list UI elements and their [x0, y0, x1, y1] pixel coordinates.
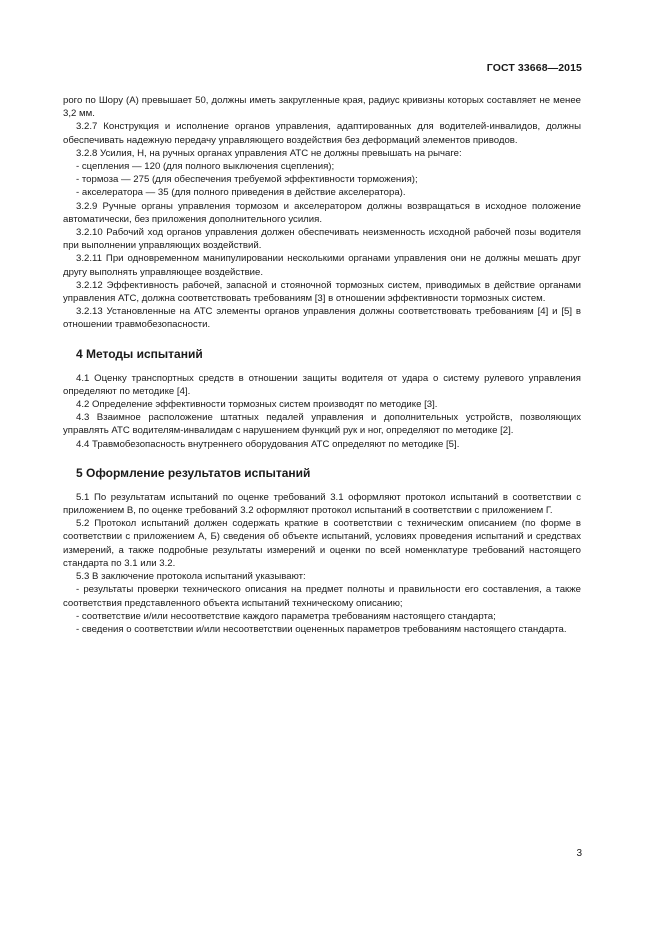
document-header: ГОСТ 33668—2015	[486, 62, 582, 74]
paragraph: 4.3 Взаимное расположение штатных педалей управления и дополнительных устройств, позволяющих управлять АТС водителям-инвалидам с нарушением функций рук и ног, определяют по методике [2].	[63, 412, 581, 437]
section-heading: 5 Оформление результатов испытаний	[76, 465, 311, 480]
paragraph: 5.2 Протокол испытаний должен содержать краткие в соответствии с техническим описанием (по форме в соответствии с приложением А, Б) сведения об объекте испытаний, условиях проведения испытаний и средствах измерений, а также подробные результаты измерений и оценки по всей номенклатуре требований настоящего стандарта по 3.1 или 3.2.	[63, 518, 581, 569]
list-item: - тормоза — 275 (для обеспечения требуемой эффективности торможения);	[76, 174, 418, 186]
paragraph: 3.2.12 Эффективность рабочей, запасной и стояночной тормозных систем, приводимых в действие органами управления АТС, должна соответствовать требованиям [3] в отношении эффективности тормозных систем.	[63, 279, 581, 305]
section-4-body	[63, 372, 581, 451]
list-item: - акселератора — 35 (для полного приведения в действие акселератора).	[76, 187, 406, 199]
page-content	[63, 94, 581, 636]
section-heading: 4 Методы испытаний	[76, 346, 203, 361]
paragraph: 4.1 Оценку транспортных средств в отношении защиты водителя от удара о систему рулевого управления определяют по методике [4].	[63, 372, 581, 397]
paragraph: 5.1 По результатам испытаний по оценке требований 3.1 оформляют протокол испытаний в соответствии с приложением В, по оценке требований 3.2 оформляют протокол испытаний в соответствии с приложением Г.	[63, 491, 581, 517]
clause-block-3-2	[63, 94, 581, 332]
paragraph: 3.2.11 При одновременном манипулировании несколькими органами управления они не должны мешать друг другу выполнять управляющее воздействие.	[63, 253, 581, 278]
paragraph: 4.2 Определение эффективности тормозных систем производят по методике [3].	[76, 399, 438, 411]
paragraph: 3.2.7 Конструкция и исполнение органов управления, адаптированных для водителей-инвалидов, должны обеспечивать надежную передачу управляющего воздействия без деформаций элементов приводов.	[63, 121, 581, 146]
paragraph: рого по Шору (А) превышает 50, должны иметь закругленные края, радиус кривизны которых составляет не менее 3,2 мм.	[63, 95, 581, 120]
paragraph: 5.3 В заключение протокола испытаний указывают:	[76, 571, 306, 583]
list-item: - соответствие и/или несоответствие каждого параметра требованиям настоящего стандарта;	[76, 610, 496, 622]
paragraph: 4.4 Травмобезопасность внутреннего оборудования АТС определяют по методике [5].	[76, 438, 460, 450]
list-item: - сцепления — 120 (для полного выключения сцепления);	[76, 161, 335, 173]
list-item: - результаты проверки технического описания на предмет полноты и правильности его составления, а также соответствия представленного объекта испытаний техническому описанию;	[63, 584, 581, 609]
paragraph: 3.2.8 Усилия, Н, на ручных органах управления АТС не должны превышать на рычаге:	[76, 147, 462, 159]
paragraph: 3.2.10 Рабочий ход органов управления должен обеспечивать неизменность исходной рабочей позы водителя при выполнении управляющих воздействий.	[63, 227, 581, 252]
page-number: 3	[576, 848, 582, 859]
section-5-body	[63, 491, 581, 636]
list-item: - сведения о соответствии и/или несоответствии оцененных параметров требованиям настоящего стандарта.	[76, 623, 567, 635]
paragraph: 3.2.13 Установленные на АТС элементы органов управления должны соответствовать требованиям [4] и [5] в отношении травмобезопасности.	[63, 306, 581, 331]
paragraph: 3.2.9 Ручные органы управления тормозом и акселератором должны возвращаться в исходное положение автоматически, без приложения дополнительного усилия.	[63, 200, 581, 225]
